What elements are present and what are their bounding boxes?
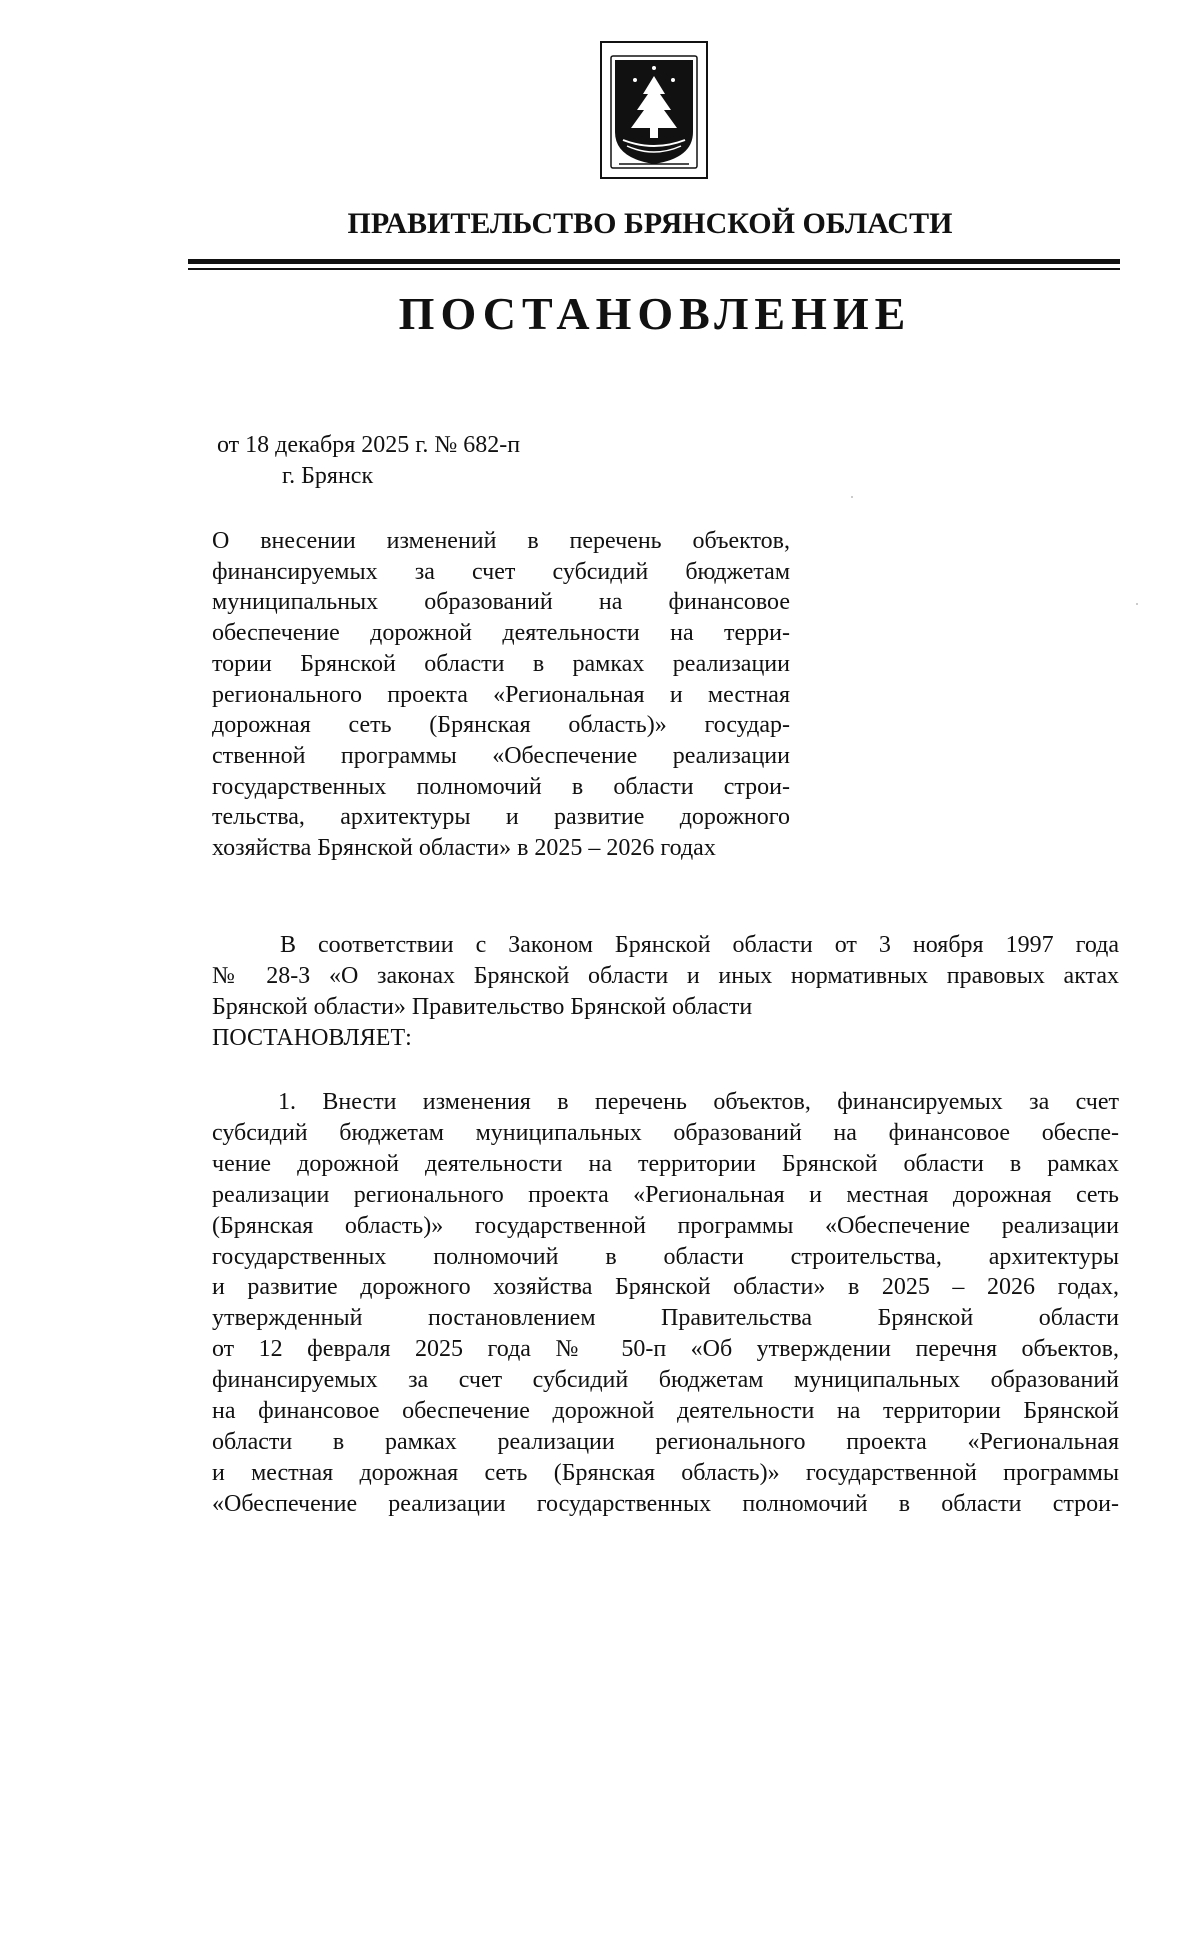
document-date-number: от 18 декабря 2025 г. № 682-п	[217, 432, 521, 458]
subject-line: О внесении изменений в перечень объектов,	[212, 528, 790, 554]
coat-of-arms-emblem	[599, 40, 709, 180]
clause-line: 1. Внести изменения в перечень объектов, финансируемых за счет	[278, 1089, 1119, 1115]
document-subject	[212, 526, 790, 864]
preamble-line: № 28-З «О законах Брянской области и иных нормативных правовых актах	[212, 962, 1119, 989]
subject-line: хозяйства Брянской области» в 2025 – 2026 годах	[212, 835, 716, 862]
preamble-line: В соответствии с Законом Брянской области от 3 ноября 1997 года	[280, 932, 1119, 958]
subject-line: государственных полномочий в области строи-	[212, 773, 790, 800]
subject-line: тельства, архитектуры и развитие дорожного	[212, 804, 790, 831]
clause-line: области в рамках реализации регионального проекта «Региональная	[212, 1428, 1119, 1455]
clause-line: от 12 февраля 2025 года № 50-п «Об утверждении перечня объектов,	[212, 1336, 1119, 1363]
clause-line: (Брянская область)» государственной программы «Обеспечение реализации	[212, 1212, 1119, 1239]
clause-line: финансируемых за счет субсидий бюджетам муниципальных образований	[212, 1367, 1119, 1394]
clause-line: и местная дорожная сеть (Брянская область)» государственной программы	[212, 1459, 1119, 1486]
clause-line: на финансовое обеспечение дорожной деятельности на территории Брянской	[212, 1398, 1119, 1425]
subject-line: регионального проекта «Региональная и местная	[212, 681, 790, 708]
clause-line: и развитие дорожного хозяйства Брянской области» в 2025 – 2026 годах,	[212, 1274, 1119, 1301]
subject-line: тории Брянской области в рамках реализации	[212, 650, 790, 677]
header-rule-thin	[188, 268, 1120, 270]
clause-line: государственных полномочий в области строительства, архитектуры	[212, 1243, 1119, 1270]
scan-speck	[1136, 603, 1138, 605]
subject-line: обеспечение дорожной деятельности на терри-	[212, 620, 790, 647]
document-city: г. Брянск	[282, 463, 374, 489]
government-title: ПРАВИТЕЛЬСТВО БРЯНСКОЙ ОБЛАСТИ	[347, 207, 953, 240]
scan-speck	[851, 496, 853, 498]
bryansk-coat-of-arms-icon	[599, 40, 709, 180]
document-type-title: ПОСТАНОВЛЕНИЕ	[398, 288, 912, 339]
clause-1-paragraph	[212, 1087, 1119, 1520]
resolves-keyword: ПОСТАНОВЛЯЕТ:	[212, 1024, 412, 1051]
subject-line: финансируемых за счет субсидий бюджетам	[212, 558, 790, 585]
preamble-line: Брянской области» Правительство Брянской области	[212, 993, 753, 1020]
subject-line: дорожная сеть (Брянская область)» государ-	[212, 712, 790, 739]
clause-line: «Обеспечение реализации государственных полномочий в области строи-	[212, 1490, 1119, 1517]
clause-line: утвержденный постановлением Правительства Брянской области	[212, 1305, 1119, 1332]
header-rule-thick	[188, 259, 1120, 264]
subject-line: ственной программы «Обеспечение реализации	[212, 742, 790, 769]
clause-line: реализации регионального проекта «Региональная и местная дорожная сеть	[212, 1181, 1119, 1208]
clause-line: чение дорожной деятельности на территории Брянской области в рамках	[212, 1150, 1119, 1177]
subject-line: муниципальных образований на финансовое	[212, 589, 790, 616]
preamble-paragraph	[212, 930, 1119, 1054]
clause-line: субсидий бюджетам муниципальных образований на финансовое обеспе-	[212, 1119, 1119, 1146]
